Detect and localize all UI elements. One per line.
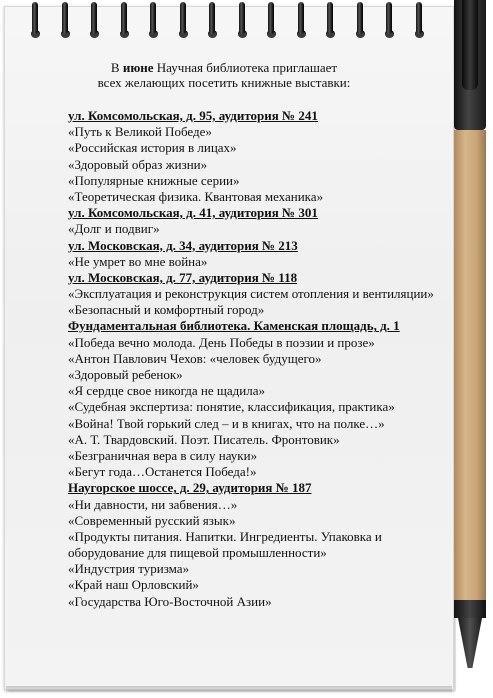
exhibition-title: «Российская история в лицах»: [68, 140, 237, 156]
pen-image: [448, 0, 493, 698]
exhibition-title: «Край наш Орловский»: [68, 577, 199, 593]
exhibition-list: [68, 108, 440, 610]
pen-clip: [462, 0, 478, 90]
spiral-ring: [89, 2, 100, 42]
venue-address: Фундаментальная библиотека. Каменская площадь, д. 1: [68, 318, 400, 334]
spiral-ring: [148, 2, 159, 42]
pen-grip: [454, 600, 486, 618]
exhibition-title: «Не умрет во мне война»: [68, 253, 208, 269]
intro-prefix: В: [110, 60, 120, 75]
spiral-binding: [0, 0, 460, 48]
venue-address: ул. Московская, д. 34, аудитория № 213: [68, 237, 298, 253]
exhibition-title: «Здоровый образ жизни»: [68, 156, 208, 172]
pen-tip: [458, 618, 482, 668]
exhibition-title: «Здоровый ребенок»: [68, 367, 183, 383]
spiral-ring: [266, 2, 277, 42]
exhibition-title: «Долг и подвиг»: [68, 221, 160, 237]
venue-address: ул. Комсомольская, д. 95, аудитория № 241: [68, 108, 318, 123]
spiral-ring: [325, 2, 336, 42]
exhibition-title: «Бегут года…Останется Победа!»: [68, 464, 257, 480]
intro-rest: Научная библиотека приглашает: [156, 60, 338, 75]
exhibition-title: «Я сердце свое никогда не щадила»: [68, 383, 266, 399]
spiral-ring: [414, 2, 425, 42]
spiral-ring: [30, 2, 41, 42]
intro-line-2: всех желающих посетить книжные выставки:: [97, 75, 351, 90]
spiral-ring: [178, 2, 189, 42]
intro-month: июне: [122, 60, 154, 75]
exhibition-title: «Государства Юго-Восточной Азии»: [68, 593, 272, 609]
venue-address: Наугорское шоссе, д. 29, аудитория № 187: [68, 480, 312, 496]
intro-line-1: [0, 60, 448, 75]
venue-address: ул. Комсомольская, д. 41, аудитория № 301: [68, 205, 318, 221]
pen-barrel: [454, 130, 486, 600]
exhibition-title: «Современный русский язык»: [68, 512, 236, 528]
exhibition-title: «Антон Павлович Чехов: «человек будущего»: [68, 350, 322, 366]
exhibition-title: «Победа вечно молода. День Победы в поэзии и прозе»: [68, 334, 375, 350]
exhibition-title: «Ни давности, ни забвения…»: [68, 496, 238, 512]
exhibition-title: «Продукты питания. Напитки. Ингредиенты. Упаковка и оборудование для пищевой промышленности»: [68, 528, 382, 561]
paper-shadow: [6, 686, 452, 694]
spiral-ring: [296, 2, 307, 42]
exhibition-title: «Теоретическая физика. Квантовая механика»: [68, 188, 324, 204]
exhibition-title: «Эксплуатация и реконструкция систем отопления и вентиляции»: [68, 286, 434, 302]
exhibition-title: «Судебная экспертиза: понятие, классификация, практика»: [68, 399, 395, 415]
venue-address: ул. Московская, д. 77, аудитория № 118: [68, 269, 298, 285]
exhibition-title: «Безопасный и комфортный город»: [68, 302, 265, 318]
spiral-ring: [355, 2, 366, 42]
spiral-ring: [207, 2, 218, 42]
exhibition-title: «Война! Твой горький след – и в книгах, что на полке…»: [68, 415, 385, 431]
spiral-ring: [237, 2, 248, 42]
exhibition-title: «Индустрия туризма»: [68, 561, 190, 577]
spiral-ring: [384, 2, 395, 42]
exhibition-title: «А. Т. Твардовский. Поэт. Писатель. Фронтовик»: [68, 431, 340, 447]
exhibition-title: «Безграничная вера в силу науки»: [68, 447, 258, 463]
exhibition-title: «Путь к Великой Победе»: [68, 124, 212, 140]
spiral-ring: [60, 2, 71, 42]
exhibition-title: «Популярные книжные серии»: [68, 172, 240, 188]
spiral-ring: [119, 2, 130, 42]
